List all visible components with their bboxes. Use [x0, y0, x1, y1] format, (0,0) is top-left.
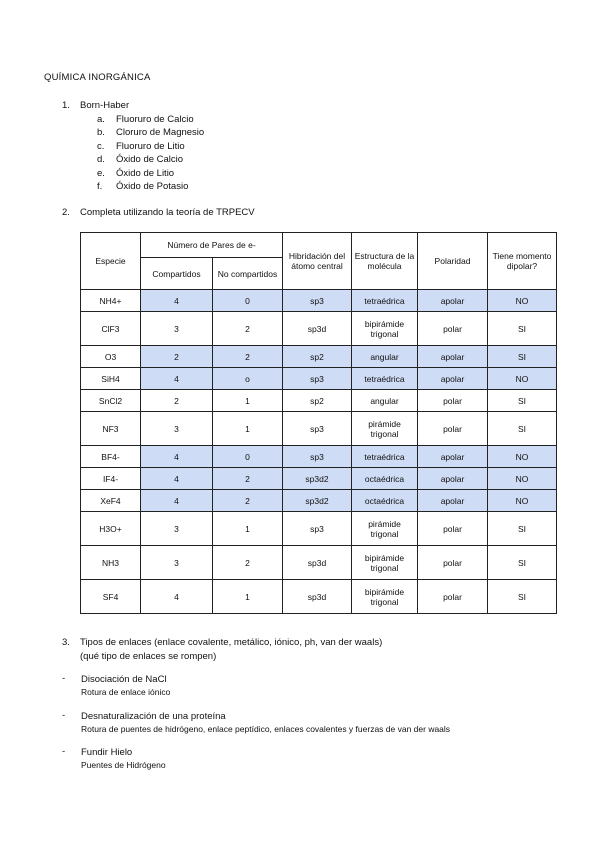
- cell-estructura: angular: [352, 346, 418, 368]
- cell-especie: SiH4: [81, 368, 141, 390]
- cell-polaridad: polar: [418, 412, 488, 446]
- cell-especie: BF4-: [81, 446, 141, 468]
- cell-hibridacion: sp3d: [283, 312, 352, 346]
- trpecv-table: [80, 232, 557, 614]
- cell-compartidos: 4: [141, 580, 213, 614]
- bullet-title: Desnaturalización de una proteína: [81, 711, 226, 722]
- cell-no-compartidos: 1: [213, 412, 283, 446]
- cell-especie: NH3: [81, 546, 141, 580]
- header-hibridacion: Hibridación del átomo central: [283, 233, 352, 290]
- bullet-answer: Puentes de Hidrógeno: [81, 760, 166, 770]
- bullet-answer: Rotura de puentes de hidrógeno, enlace peptídico, enlaces covalentes y fuerzas de van der waals: [81, 724, 451, 734]
- list-item: e. Óxido de Litio: [97, 167, 175, 179]
- cell-momento: SI: [488, 312, 557, 346]
- header-momento: Tiene momento dipolar?: [488, 233, 557, 290]
- section-3-heading: [62, 637, 382, 648]
- cell-momento: NO: [488, 468, 557, 490]
- header-estructura: Estructura de la molécula: [352, 233, 418, 290]
- cell-hibridacion: sp3d2: [283, 490, 352, 512]
- section-title: Tipos de enlaces (enlace covalente, metálico, iónico, ph, van der waals): [80, 637, 383, 648]
- cell-polaridad: polar: [418, 512, 488, 546]
- list-item: f. Óxido de Potasio: [97, 181, 189, 193]
- section-2-heading: [62, 207, 255, 218]
- section-number: 1.: [62, 100, 70, 111]
- cell-no-compartidos: 2: [213, 312, 283, 346]
- list-item: b. Cloruro de Magnesio: [97, 127, 205, 139]
- cell-estructura: octaédrica: [352, 468, 418, 490]
- cell-momento: SI: [488, 512, 557, 546]
- cell-especie: O3: [81, 346, 141, 368]
- cell-no-compartidos: 2: [213, 468, 283, 490]
- section-title: Completa utilizando la teoría de TRPECV: [80, 207, 255, 218]
- cell-compartidos: 3: [141, 512, 213, 546]
- cell-hibridacion: sp3: [283, 290, 352, 312]
- header-polaridad: Polaridad: [418, 233, 488, 290]
- cell-especie: NF3: [81, 412, 141, 446]
- cell-estructura: bipirámide trigonal: [352, 546, 418, 580]
- cell-compartidos: 3: [141, 412, 213, 446]
- header-no-compartidos: No compartidos: [213, 258, 283, 290]
- cell-polaridad: apolar: [418, 368, 488, 390]
- table-row: [81, 546, 557, 580]
- cell-compartidos: 3: [141, 312, 213, 346]
- cell-compartidos: 4: [141, 490, 213, 512]
- table-row: [81, 390, 557, 412]
- page-title: QUÍMICA INORGÁNICA: [44, 72, 151, 83]
- cell-momento: SI: [488, 346, 557, 368]
- table-row: [81, 490, 557, 512]
- section-title: Born-Haber: [80, 100, 130, 111]
- cell-compartidos: 4: [141, 368, 213, 390]
- cell-momento: NO: [488, 490, 557, 512]
- cell-compartidos: 4: [141, 468, 213, 490]
- cell-no-compartidos: 0: [213, 290, 283, 312]
- cell-especie: SnCl2: [81, 390, 141, 412]
- cell-compartidos: 4: [141, 446, 213, 468]
- cell-hibridacion: sp3d: [283, 580, 352, 614]
- bullet-answer: Rotura de enlace iónico: [81, 687, 171, 697]
- cell-polaridad: polar: [418, 580, 488, 614]
- cell-polaridad: polar: [418, 312, 488, 346]
- cell-polaridad: apolar: [418, 290, 488, 312]
- list-item: c. Fluoruro de Litio: [97, 140, 185, 152]
- cell-especie: XeF4: [81, 490, 141, 512]
- cell-especie: H3O+: [81, 512, 141, 546]
- table-row: [81, 346, 557, 368]
- cell-estructura: angular: [352, 390, 418, 412]
- cell-especie: NH4+: [81, 290, 141, 312]
- cell-especie: SF4: [81, 580, 141, 614]
- bullet-title: Fundir Hielo: [81, 747, 133, 758]
- cell-hibridacion: sp2: [283, 346, 352, 368]
- cell-no-compartidos: o: [213, 368, 283, 390]
- cell-no-compartidos: 1: [213, 580, 283, 614]
- table-row: [81, 580, 557, 614]
- cell-hibridacion: sp3: [283, 368, 352, 390]
- cell-momento: NO: [488, 446, 557, 468]
- cell-no-compartidos: 2: [213, 346, 283, 368]
- cell-estructura: octaédrica: [352, 490, 418, 512]
- table-row: [81, 312, 557, 346]
- cell-hibridacion: sp3: [283, 446, 352, 468]
- cell-hibridacion: sp3d2: [283, 468, 352, 490]
- list-item: a. Fluoruro de Calcio: [97, 114, 194, 125]
- cell-hibridacion: sp2: [283, 390, 352, 412]
- cell-polaridad: apolar: [418, 346, 488, 368]
- section-1-heading: [62, 100, 129, 111]
- cell-estructura: bipirámide trigonal: [352, 312, 418, 346]
- cell-momento: SI: [488, 412, 557, 446]
- cell-compartidos: 2: [141, 390, 213, 412]
- cell-polaridad: apolar: [418, 468, 488, 490]
- cell-momento: SI: [488, 390, 557, 412]
- cell-polaridad: polar: [418, 546, 488, 580]
- table-row: [81, 412, 557, 446]
- cell-momento: SI: [488, 580, 557, 614]
- cell-polaridad: apolar: [418, 490, 488, 512]
- cell-no-compartidos: 1: [213, 512, 283, 546]
- cell-polaridad: apolar: [418, 446, 488, 468]
- cell-estructura: tetraédrica: [352, 446, 418, 468]
- cell-especie: ClF3: [81, 312, 141, 346]
- table-body: [81, 290, 557, 614]
- cell-estructura: bipirámide trigonal: [352, 580, 418, 614]
- cell-hibridacion: sp3: [283, 412, 352, 446]
- cell-hibridacion: sp3: [283, 512, 352, 546]
- section-3-subtitle: (qué tipo de enlaces se rompen): [80, 651, 217, 662]
- section-number: 2.: [62, 207, 70, 218]
- cell-momento: SI: [488, 546, 557, 580]
- header-compartidos: Compartidos: [141, 258, 213, 290]
- cell-hibridacion: sp3d: [283, 546, 352, 580]
- table-row: [81, 468, 557, 490]
- table-row: [81, 512, 557, 546]
- header-especie: Especie: [81, 233, 141, 290]
- born-haber-list: [97, 113, 204, 193]
- table-row: [81, 446, 557, 468]
- cell-estructura: pirámide trigonal: [352, 412, 418, 446]
- cell-no-compartidos: 2: [213, 546, 283, 580]
- cell-momento: NO: [488, 290, 557, 312]
- bullet-title: Disociación de NaCl: [81, 674, 167, 685]
- cell-estructura: tetraédrica: [352, 368, 418, 390]
- list-item: d. Óxido de Calcio: [97, 154, 184, 166]
- cell-especie: IF4-: [81, 468, 141, 490]
- cell-no-compartidos: 2: [213, 490, 283, 512]
- cell-estructura: tetraédrica: [352, 290, 418, 312]
- table-row: [81, 368, 557, 390]
- cell-no-compartidos: 0: [213, 446, 283, 468]
- table-row: [81, 290, 557, 312]
- cell-momento: NO: [488, 368, 557, 390]
- cell-polaridad: polar: [418, 390, 488, 412]
- cell-no-compartidos: 1: [213, 390, 283, 412]
- cell-compartidos: 4: [141, 290, 213, 312]
- section-number: 3.: [62, 637, 70, 648]
- cell-estructura: pirámide trigonal: [352, 512, 418, 546]
- cell-compartidos: 3: [141, 546, 213, 580]
- header-pares: Número de Pares de e-: [141, 233, 283, 258]
- cell-compartidos: 2: [141, 346, 213, 368]
